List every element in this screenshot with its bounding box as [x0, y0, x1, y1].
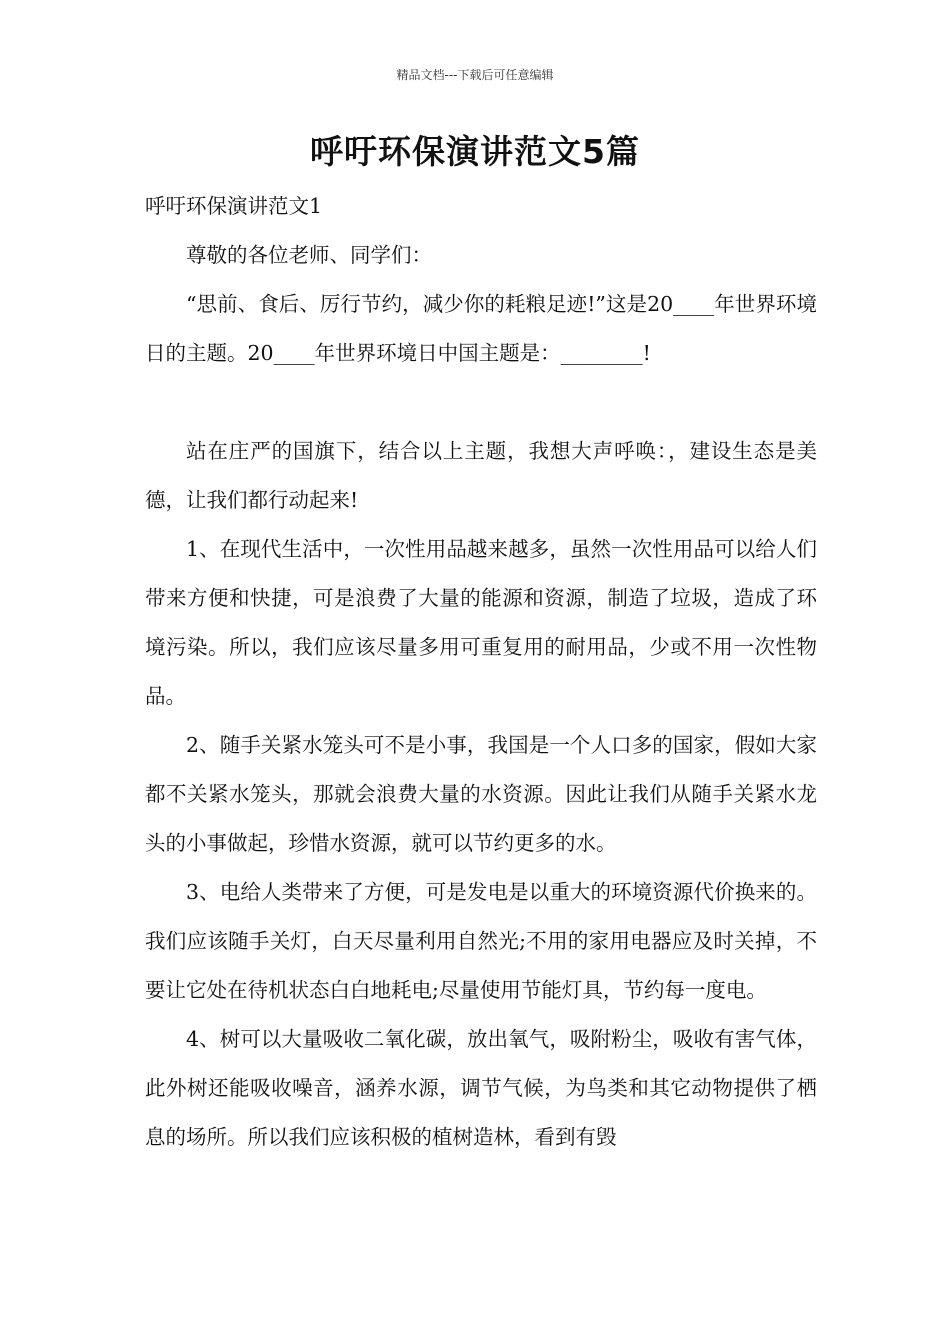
section-subtitle: 呼吁环保演讲范文1	[145, 194, 323, 218]
document-title: 呼吁环保演讲范文5篇	[310, 132, 640, 171]
paragraph-point-2: 2、随手关紧水笼头可不是小事，我国是一个人口多的国家，假如大家都不关紧水笼头，那就会浪费大量的水资源。因此让我们从随手关紧水龙头的小事做起，珍惜水资源，就可以节约更多的水。	[145, 733, 817, 855]
document-body	[145, 182, 817, 1162]
paragraph-spacer	[145, 378, 817, 427]
paragraph-point-4: 4、树可以大量吸收二氧化碳，放出氧气，吸附粉尘，吸收有害气体，此外树还能吸收噪音，涵养水源，调节气候，为鸟类和其它动物提供了栖息的场所。所以我们应该积极的植树造林，看到有毁	[145, 1027, 817, 1149]
paragraph-point-3: 3、电给人类带来了方便，可是发电是以重大的环境资源代价换来的。我们应该随手关灯，白天尽量利用自然光;不用的家用电器应及时关掉，不要让它处在待机状态白白地耗电;尽量使用节能灯具，节约每一度电。	[145, 880, 817, 1002]
paragraph-point-1: 1、在现代生活中，一次性用品越来越多，虽然一次性用品可以给人们带来方便和快捷，可是浪费了大量的能源和资源，制造了垃圾，造成了环境污染。所以，我们应该尽量多用可重复用的耐用品，少或不用一次性物品。	[145, 537, 817, 708]
greeting-paragraph: 尊敬的各位老师、同学们：	[186, 243, 432, 267]
page-header-watermark: 精品文档---下载后可任意编辑	[396, 68, 554, 82]
paragraph-theme: “思前、食后、厉行节约，减少你的耗粮足迹!”这是20____年世界环境日的主题。20____年世界环境日中国主题是：________!	[145, 292, 817, 365]
paragraph-call: 站在庄严的国旗下，结合以上主题，我想大声呼唤：，建设生态是美德，让我们都行动起来!	[145, 439, 817, 512]
